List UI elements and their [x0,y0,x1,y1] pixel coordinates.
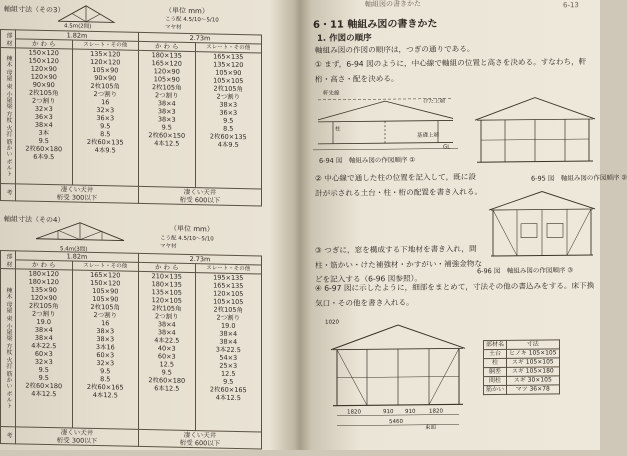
fig97-base-label: 東面 [425,424,437,431]
table1-col-4-value: 2枚105角 [213,84,244,94]
truss-diagram-2 [34,219,126,247]
section-title: 6・11 軸組み図の書きかた [313,18,438,31]
table2-col-1-value: 4本22.5 [31,341,57,351]
table2-col-2-value: 32×3 [96,359,115,368]
table2-col-3 [138,271,195,430]
figure-6-97 [323,318,473,432]
table2-col-4-value: 12.5 [221,369,236,378]
table1-footer-3: 凄くい天井 [183,187,217,197]
table2-col-4-value: 25×3 [219,361,238,370]
table2-col-2-value: 2つ割り [93,310,118,320]
table1-col-2-value: 36×3 [96,114,115,123]
page-number: 6-13 [563,1,579,10]
table1-col-2-value: 16 [101,98,110,107]
paragraph-step-4: ④ 6-97 図に示したように，細部をまとめて，寸法その他の書込みをする。床下換気口・その他を書き入れる。 [315,280,595,308]
fig97-height-label: 1020 [325,319,339,326]
table2-col-3-value: 180×135 [151,280,182,289]
figure-6-95 [473,95,597,168]
table1-col-1-value: 120×90 [30,72,57,82]
table2-col-4-value: 2枚60×165 [209,385,247,395]
table1-roof-2: スレート・その他 [72,40,138,50]
table2-col-1-value: 120×90 [30,293,57,303]
figure-6-96-caption: 6-96 図 軸組み図の作図順序 ③ [477,266,574,276]
table2-col-4-value: 3本22.5 [215,345,241,355]
legend-head-1: 部材名 [484,340,507,349]
table2-roof-1: か わ ら [16,260,73,270]
table2-col-4-value: 120×105 [213,289,244,299]
table2-col-2-value: 3本16 [95,343,115,352]
table2-footer-2: 桁受 300以下 [56,436,98,446]
table1-col-3-value: 38×4 [157,99,176,108]
table2-col-2-value: 105×90 [92,294,119,304]
table2-col-3-value: 120×105 [151,296,182,305]
label-beam-top: けた上端 [423,98,446,105]
table1-col-2-value: 32×3 [96,106,115,115]
table1-col-2-value: 8.5 [100,130,111,139]
table1-row-header: 部 材 [1,30,16,48]
table2-col-2-value: 2枚105角 [90,302,121,312]
table2-col-1-value: 38×4 [34,325,53,335]
table2-param-2: マヤ材 [160,243,177,250]
table2-row-header: 部 材 [1,251,16,269]
table1-col-1-value: 36×3 [34,112,53,122]
table1-col-1 [16,48,73,185]
table1: 部 材 1.82m 2.73m か わ ら スレート・その他 か わ ら スレート・その他 棟木 母屋 束 小屋梁 方杖 火打 筋かい ボルト 150×120 150×120 120×90 120×90 90×90 2枚105角 2つ割り 32×3 36×3 38×4 3本 9.5 2枚60×180 6本9.5 135×120 120×120 105×90 90×90 2枚105角 2つ割り 16 32×3 36×3 9.5 8.5 2枚60×135 4本9.5 180×135 165×120 120×90 105×90 2枚105角 2つ割り 38×4 38×3 38×3 9.5 2枚60×150 4本12.5 165×135 135×120 105×90 105×105 2枚105角 2つ割り 38×3 36×3 9.5 8.5 2枚60×135 4本9.5 考 凄くい天井 桁受 300以下 凄くい天井 桁受 600以下 [0,29,262,206]
table1-col-4-value: 165×135 [213,52,244,62]
table1-col-4-value: 38×3 [219,100,238,109]
table1-col-1-value: 120×90 [30,64,57,74]
table2-col-4-value: 2つ割り [216,313,241,323]
table1-caption: 軸組寸法（その3） [4,5,65,15]
table1-col-3-value: 180×135 [151,51,182,60]
figure-6-96 [487,189,597,262]
paragraph-step-1: ① まず，6-94 図のように，中心線で軸組の位置と高さを決める。すなわち，軒桁・高さ・配を決める。 [315,57,587,84]
table2-col-1-value: 135×90 [30,285,57,295]
table1-footer-4: 桁受 600以下 [179,195,221,205]
legend-name-2: 柱 [484,358,507,367]
table1-col-3-value: 4本12.5 [154,139,180,148]
table2-col-2-value: 150×120 [90,278,121,288]
table2-col-1-value: 38×4 [34,333,53,343]
table1-col-2 [72,49,138,186]
legend-name-3: 胴差 [484,367,507,376]
table2-roof-3: か わ ら [138,262,195,272]
truss-span-1: 4.5m(2間) [64,23,92,30]
fig97-total: 5460 [389,418,403,426]
table1-col-1-value: 6本9.5 [33,152,55,162]
table2-col-1-value: 60×3 [34,349,53,359]
table2-param-1: こう配 4.5/10～5/10 [160,235,214,243]
table1-col-4-value: 105×90 [215,68,242,78]
table1-col-1-value: 2枚60×180 [25,144,63,154]
table2-col-3-value: 2つ割り [154,312,179,321]
table2-col-3-value: 2枚105角 [152,304,182,313]
table2-col-2-value: 4本12.5 [92,390,118,400]
table2-col-2-value: 16 [101,319,110,328]
table1-col-3 [138,50,195,187]
right-page [305,0,627,450]
label-column: 柱 [335,126,341,133]
legend-size-2: スギ 105×105 [507,358,560,368]
table2-col-1-value: 2つ割り [31,309,56,319]
table1-col-4-value: 2枚60×135 [209,132,247,142]
table1-roof-1: か わ ら [16,39,73,49]
table2-col-3-value: 6本12.5 [154,384,180,393]
table1-col-1-value: 2枚105角 [29,88,59,98]
fig97-dim-4: 1820 [429,408,443,415]
table1-col-3-value: 9.5 [161,123,172,132]
table2-col-1-value: 180×120 [28,269,59,279]
fig97-dim-1: 1820 [347,409,361,416]
table2-col-2-value: 60×3 [96,351,115,360]
table1-roof-4: スレート・その他 [195,43,261,53]
table1-col-2-value: 120×120 [90,57,121,67]
table2-col-3-value: 135×105 [151,288,182,297]
table1-col-4 [195,52,261,189]
legend-size-1: ヒノキ 105×105 [507,349,560,359]
table1-col-2-value: 2枚60×135 [86,137,124,147]
table1-col-1-value: 38×4 [34,120,53,130]
paragraph-intro: 軸組み図の作図の順序は，つぎの通りである。 [315,44,475,55]
table1-col-2-value: 2つ割り [93,89,118,99]
table1-col-4-value: 36×3 [219,108,238,117]
table1-unit: （単位 mm） [165,6,209,16]
table1-col-3-value: 105×90 [153,75,180,84]
table2-roof-4: スレート・その他 [195,264,261,274]
table1-roof-3: か わ ら [138,41,195,51]
table1-col-3-value: 165×120 [151,59,182,68]
table2-col-2 [72,270,138,429]
running-header: 軸組図の書きかた [365,0,421,9]
table1-col-2-value: 135×120 [90,49,121,59]
legend-name-4: 間柱 [484,376,507,385]
table1-col-3-value: 2枚105角 [152,83,182,92]
table2-col-2-value: 38×3 [96,335,115,344]
table1-param-2: マヤ材 [165,24,182,31]
legend-name-1: 土台 [484,349,507,358]
table1-footer-1: 凄くい天井 [60,185,94,194]
table2-caption: 軸組寸法（その4） [4,215,65,225]
table1-col-2-value: 2枚105角 [90,81,121,91]
legend-size-3: スギ 105×180 [507,367,560,377]
table2-col-2-value: 38×3 [96,327,115,336]
table2-col-2-value: 105×90 [92,286,119,296]
table1-col-2-value: 90×90 [94,73,117,83]
table1-col-4-value: 4本9.5 [217,140,239,150]
fig97-dim-3: 910 [405,408,416,415]
table2-col-3-value: 2枚60×180 [148,376,186,385]
table1-col-1-value: 3本 [38,128,50,138]
label-ridge: 軒先線 [323,90,340,97]
table2-col-4 [195,273,261,432]
paragraph-step-3: ③ つぎに，窓を構成する下地材を書き入れ，間柱・筋かい・けた補強材・かすがい・補強金物などを記入する（6-96 図参照）。 [315,244,483,284]
table2-col-3-value: 60×3 [157,352,176,361]
table1-col-4-value: 135×120 [213,60,244,70]
table2-unit: （単位 mm） [170,224,214,234]
table2-roof-2: スレート・その他 [72,261,138,271]
table1-col-4-value: 2つ割り [216,92,241,102]
table1-col-4-value: 9.5 [223,116,234,125]
figure-6-94-caption: 6-94 図 軸組み図の作図順序 ① [319,155,416,165]
table1-col-1-value: 150×120 [28,48,59,58]
table2-footer-3: 凄くい天井 [183,430,217,440]
member-legend-table [483,339,560,395]
table1-param-1: こう配 4.5/10～5/10 [165,16,219,24]
label-gl: GL [443,144,451,151]
table2-col-2-value: 165×120 [90,270,121,280]
legend-name-5: 筋かい [484,385,507,394]
table2-span-2: 2.73m [138,253,261,265]
table2-col-1-value: 2枚60×180 [25,381,63,391]
table2-col-3-value: 38×4 [157,328,176,337]
table2-col-4-value: 19.0 [221,321,236,330]
table1-col-4-value: 105×105 [213,76,244,86]
table2-col-4-value: 2枚105角 [213,305,244,315]
table2-col-1-value: 180×120 [28,277,59,287]
table2-col-1 [16,269,73,428]
table1-col-3-value: 38×3 [157,115,176,124]
table2-col-1-value: 19.0 [36,317,52,327]
table2-col-3-value: 210×135 [151,272,182,281]
table1-col-4-value: 8.5 [223,124,234,133]
table1-col-1-value: 9.5 [38,136,49,146]
table1-col-1-value: 150×120 [28,56,59,66]
table1-col-3-value: 2枚60×150 [148,131,186,140]
table2-footer-4: 桁受 600以下 [179,438,221,448]
left-page [0,0,290,456]
table2-col-3-value: 12.5 [159,360,175,369]
table2-col-4-value: 54×3 [219,353,238,362]
truss-span-2: 5.4m(3間) [60,246,88,253]
legend-size-5: マツ 36×78 [507,385,560,395]
table1-footer-2: 桁受 300以下 [56,193,98,203]
table1-col-1-value: 2つ割り [31,96,56,106]
table2-col-3-value: 38×4 [157,320,176,329]
paragraph-step-2: ② 中心線で通した柱の位置を記入して，既に設計が示される土台・柱・桁の配置を書き入れる。 [315,172,483,198]
table1-col-2-value: 105×90 [92,65,119,75]
table2-col-4-value: 38×4 [219,329,238,338]
table2-col-1-value: 2枚105角 [29,301,59,311]
table2-col-1-value: 9.5 [38,373,49,383]
table2-col-3-value: 9.5 [161,368,172,377]
table2-col-1-value: 32×3 [34,357,53,367]
table2-col-1-value: 4本12.5 [31,389,57,399]
table2-col-2-value: 9.5 [100,367,111,376]
legend-size-4: スギ 30×105 [507,376,560,386]
table2-col-3-value: 40×3 [157,344,176,353]
table1-col-2-value: 9.5 [100,122,111,131]
legend-head-2: 寸法 [507,340,560,350]
label-eave: 基礎上端 [417,132,440,139]
subsection-title: 1. 作図の順序 [317,33,372,44]
table2: 部 材 1.82m 2.73m か わ ら スレート・その他 か わ ら スレート・その他 棟木 母屋 束 小屋梁 方杖 火打 筋かい ボルト 180×120 180×120 135×90 120×90 2枚105角 2つ割り 19.0 38×4 38×4 4本22.5 60×3 32×3 9.5 9.5 2枚60×180 4本12.5 165×120 150×120 105×90 105×90 2枚105角 2つ割り 16 38×3 38×3 3本16 60×3 32×3 9.5 8.5 2枚60×165 4本12.5 210×135 180×135 135×105 120×105 2枚105角 2つ割り 38×4 38×4 4本22.5 40×3 60×3 12.5 9.5 2枚60×180 6本12.5 195×135 165×135 120×105 105×105 2枚105角 2つ割り 19.0 38×4 38×4 3本22.5 54×3 25×3 12.5 9.5 2枚60×165 4本12.5 考 凄くい天井 桁受 300以下 凄くい天井 桁受 600以下 [0,250,262,449]
table2-col-2-value: 8.5 [100,375,111,384]
table2-col-4-value: 195×135 [213,273,244,283]
table2-col-2-value: 2枚60×165 [86,382,124,392]
table2-col-1-value: 9.5 [38,365,49,375]
fig97-dim-2: 910 [383,409,394,416]
table1-col-3-value: 120×90 [153,67,180,76]
table1-col-2-value: 4本9.5 [94,145,116,155]
table2-col-4-value: 105×105 [213,297,244,307]
table2-span-1: 1.82m [16,251,139,263]
table1-span-2: 2.73m [138,32,261,44]
table1-span-1: 1.82m [16,30,139,42]
table2-col-3-value: 4本22.5 [154,336,180,345]
table2-col-4-value: 4本12.5 [215,393,241,403]
table1-col-3-value: 2つ割り [154,91,179,100]
table1-col-1-value: 90×90 [32,80,55,90]
table1-col-3-value: 38×3 [157,107,176,116]
table2-col-4-value: 38×4 [219,337,238,346]
figure-6-95-caption: 6-95 図 軸組み図の作図順序 ② [531,173,627,183]
table2-col-4-value: 165×135 [213,281,244,291]
table2-footer-1: 凄くい天井 [60,428,94,437]
table2-col-4-value: 9.5 [223,377,234,386]
table1-col-1-value: 32×3 [34,104,53,114]
